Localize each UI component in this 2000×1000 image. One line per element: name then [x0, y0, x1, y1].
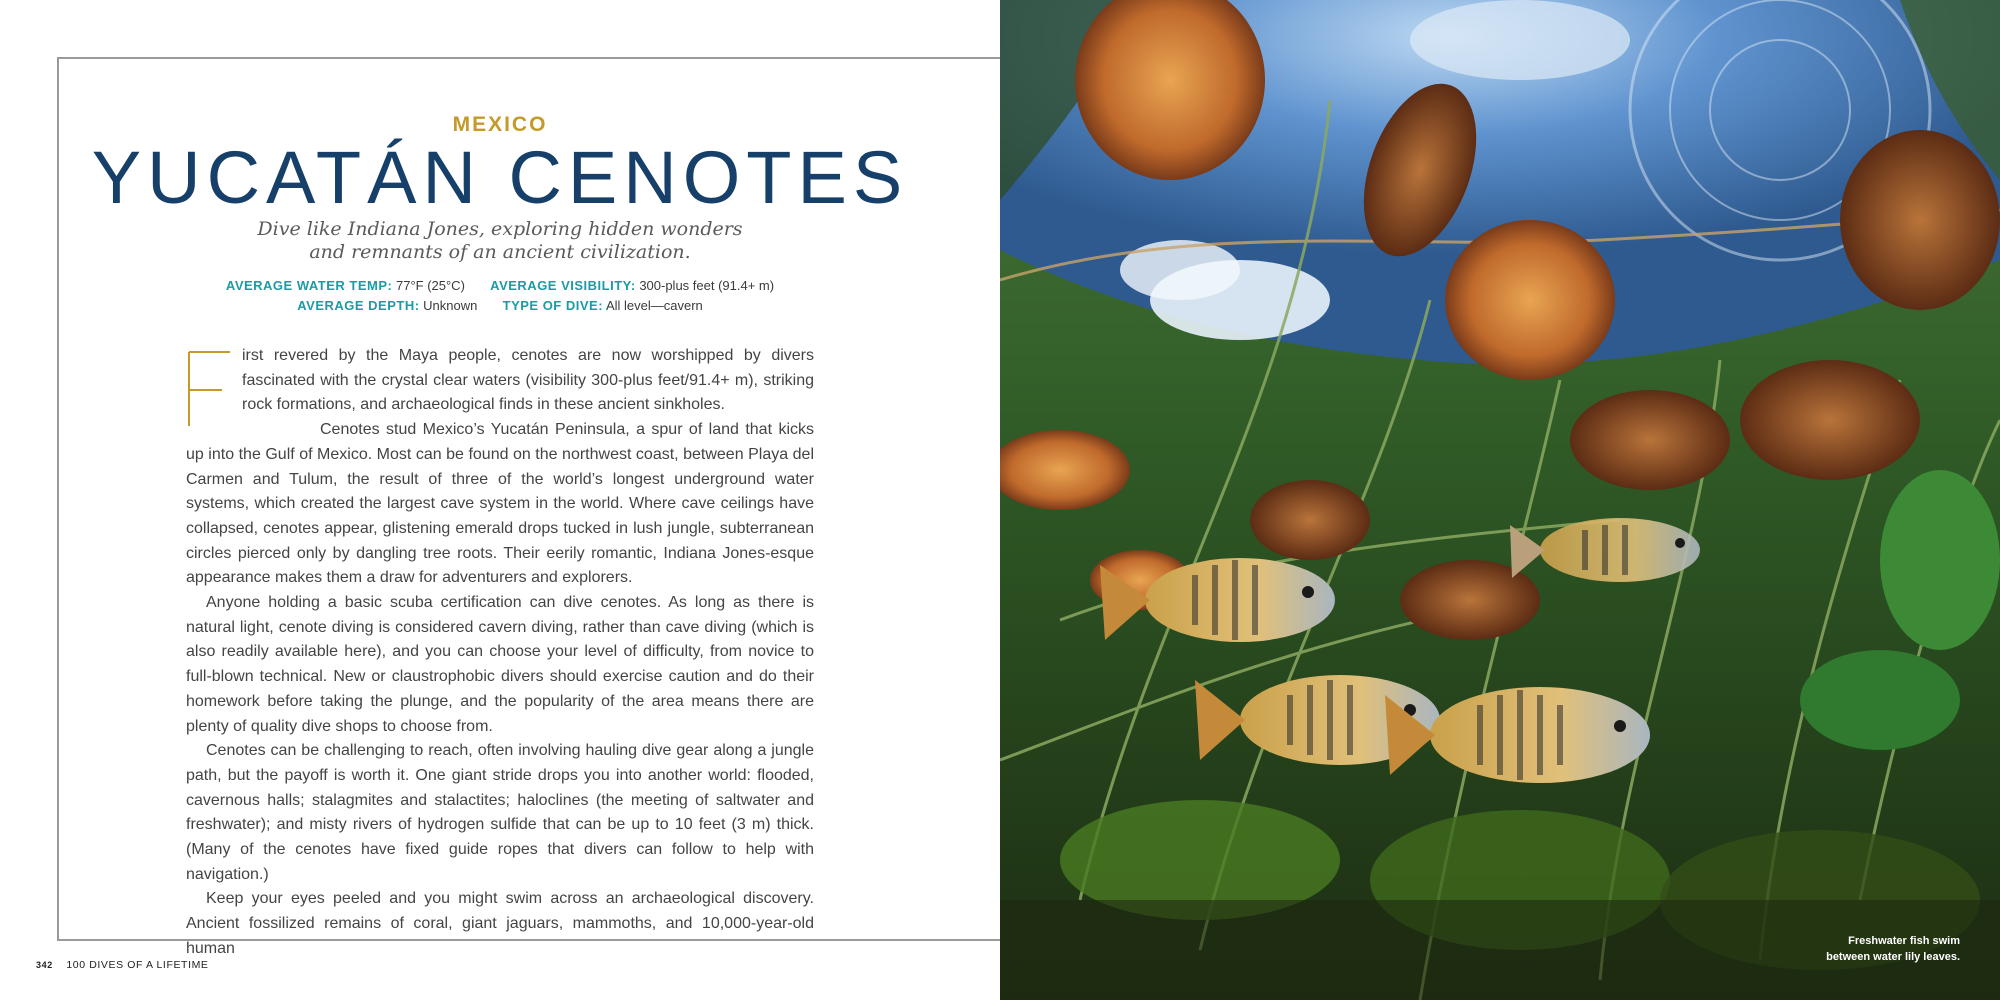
underwater-photo	[1000, 0, 2000, 1000]
stats-row-2	[0, 296, 1000, 316]
caption-line-1: Freshwater fish swim	[1848, 935, 1960, 947]
water-temp-value: 77°F (25°C)	[395, 278, 465, 293]
photo-illustration	[1000, 0, 2000, 1000]
dive-type-label: TYPE OF DIVE:	[502, 298, 604, 313]
dropcap-f-icon	[186, 350, 232, 428]
stats-row-1	[0, 276, 1000, 296]
paragraph-5: Keep your eyes peeled and you might swim across an archaeological discovery. Ancient fossilized remains of coral, giant jaguars, mammoths, and 10,000-year-old human	[186, 890, 814, 957]
depth-value: Unknown	[423, 298, 478, 313]
page-number: 342	[36, 960, 53, 970]
article-body	[186, 344, 814, 962]
paragraph-4: Cenotes can be challenging to reach, often involving hauling dive gear along a jungle path, but the payoff is worth it. One giant stride drops you into another world: flooded, cavernous halls; stalagmites and stalactites; haloclines (the meeting of saltwater and freshwater); and misty rivers of hydrogen sulfide that can be up to 10 feet (3 m) thick. (Many of the cenotes have fixed guide ropes that divers can follow to help with navigation.)	[186, 742, 814, 883]
depth-label: AVERAGE DEPTH:	[297, 298, 420, 313]
dive-stats	[0, 276, 1000, 316]
article-title: YUCATÁN CENOTES	[91, 136, 909, 219]
paragraph-1: irst revered by the Maya people, cenotes are now worshipped by divers fascinated with the crystal clear waters (visibility 300-plus feet/91.4+ m), striking rock formations, and archaeological finds in these ancient sinkholes.	[186, 344, 814, 418]
visibility-label: AVERAGE VISIBILITY:	[490, 278, 636, 293]
region-eyebrow: MEXICO	[452, 113, 548, 136]
book-title: 100 DIVES OF A LIFETIME	[66, 959, 209, 971]
paragraph-3: Anyone holding a basic scuba certification can dive cenotes. As long as there is natural light, cenote diving is considered cavern diving, rather than cave diving (which is also readily available here), and you can choose your level of difficulty, from novice to full-blown technical. New or claustrophobic divers should exercise caution and do their homework before taking the plunge, and the popularity of the area means there are plenty of quality dive shops to choose from.	[186, 594, 814, 735]
dive-type-value: All level—cavern	[605, 298, 703, 313]
paragraph-2: Cenotes stud Mexico’s Yucatán Peninsula, a spur of land that kicks up into the Gulf of Mexico. Most can be found on the northwest coast, between Playa del Carmen and Tulum, the result of three of the world’s longest underground water systems, which created the largest cave system in the world. Where cave ceilings have collapsed, cenotes appear, glistening emerald drops tucked in lush jungle, subterranean circles pierced only by dangling tree roots. Their eerily romantic, Indiana Jones-esque appearance makes them a draw for adventurers and explorers.	[186, 421, 814, 587]
water-temp-label: AVERAGE WATER TEMP:	[225, 278, 393, 293]
subtitle-line-1: Dive like Indiana Jones, exploring hidden wonders	[257, 218, 743, 240]
subtitle-line-2: and remnants of an ancient civilization.	[309, 241, 691, 263]
visibility-value: 300-plus feet (91.4+ m)	[639, 278, 775, 293]
caption-line-2: between water lily leaves.	[1826, 951, 1960, 963]
article-subtitle	[0, 218, 1000, 264]
photo-caption	[1826, 933, 1960, 965]
page-footer	[36, 959, 209, 971]
